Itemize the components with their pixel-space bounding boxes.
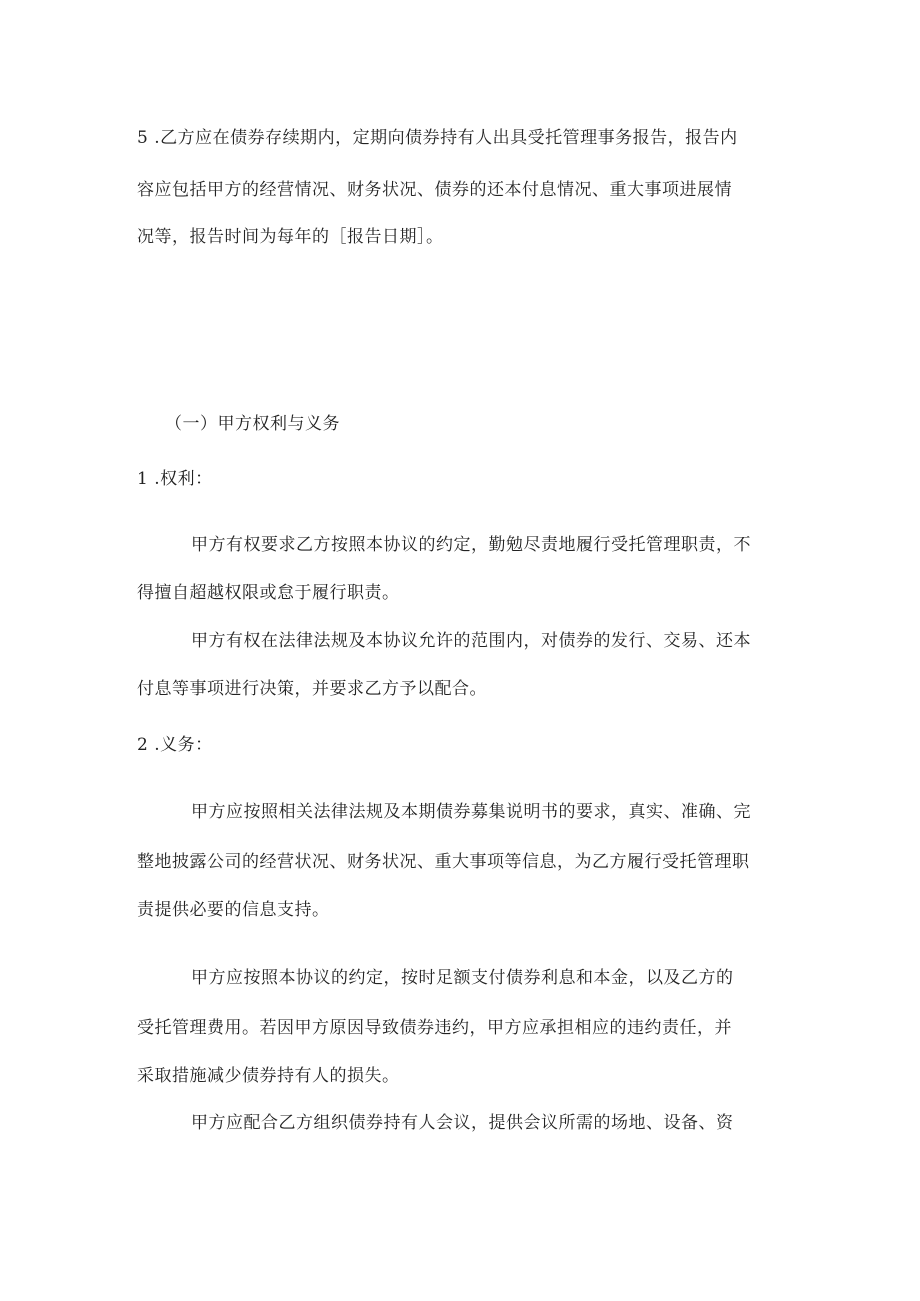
obligations-item-2-line-2: 受托管理费用。若因甲方原因导致债券违约，甲方应承担相应的违约责任，并: [137, 1018, 732, 1038]
rights-item-1-line-2: 得擅自超越权限或怠于履行职责。: [137, 583, 400, 603]
rights-item-1-line-1: 甲方有权要求乙方按照本协议的约定，勤勉尽责地履行受托管理职责，不: [191, 535, 751, 555]
rights-heading: 1 .权利：: [137, 469, 213, 489]
obligations-item-2-line-1: 甲方应按照本协议的约定，按时足额支付债券利息和本金，以及乙方的: [191, 968, 734, 988]
paragraph-5-line-3: 况等，报告时间为每年的［报告日期］。: [137, 227, 444, 247]
section-heading: （一）甲方权利与义务: [165, 414, 340, 434]
rights-item-2-line-1: 甲方有权在法律法规及本协议允许的范围内，对债券的发行、交易、还本: [191, 631, 751, 651]
obligations-item-3-line-1: 甲方应配合乙方组织债券持有人会议，提供会议所需的场地、设备、资: [191, 1113, 734, 1133]
obligations-item-1-line-1: 甲方应按照相关法律法规及本期债券募集说明书的要求，真实、准确、完: [191, 802, 751, 822]
obligations-item-1-line-2: 整地披露公司的经营状况、财务状况、重大事项等信息，为乙方履行受托管理职: [137, 852, 750, 872]
obligations-item-1-line-3: 责提供必要的信息支持。: [137, 900, 330, 920]
obligations-heading: 2 .义务：: [137, 735, 213, 755]
paragraph-5-line-1: 5 .乙方应在债券存续期内，定期向债券持有人出具受托管理事务报告，报告内: [137, 128, 738, 148]
rights-item-2-line-2: 付息等事项进行决策，并要求乙方予以配合。: [137, 679, 487, 699]
paragraph-5-line-2: 容应包括甲方的经营情况、财务状况、债券的还本付息情况、重大事项进展情: [137, 180, 732, 200]
obligations-item-2-line-3: 采取措施减少债券持有人的损失。: [137, 1066, 400, 1086]
